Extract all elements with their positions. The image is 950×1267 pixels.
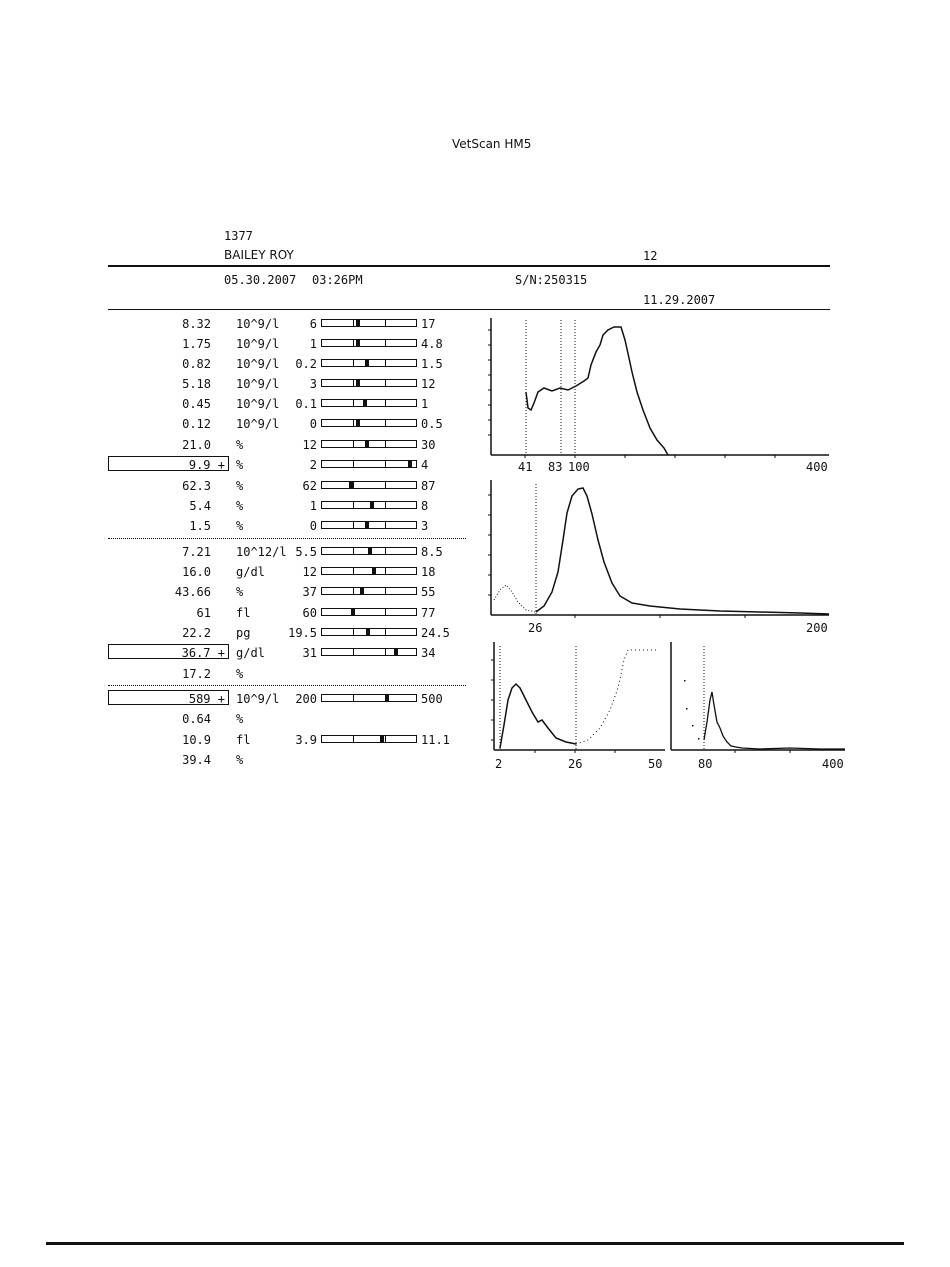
result-unit: % xyxy=(236,499,244,513)
range-high: 8.5 xyxy=(421,545,443,559)
result-unit: % xyxy=(236,667,244,681)
range-high: 0.5 xyxy=(421,417,443,431)
result-value: 16.0 xyxy=(182,565,211,579)
range-low: 37 xyxy=(302,585,317,599)
serial-number: S/N:250315 xyxy=(515,273,588,287)
result-value: 21.0 xyxy=(182,438,211,452)
result-value: 9.9 + xyxy=(188,458,225,472)
result-value: 5.4 xyxy=(189,499,211,513)
patient-name: BAILEY ROY xyxy=(224,248,294,262)
result-unit: % xyxy=(236,479,244,493)
result-unit: 10^9/l xyxy=(236,417,280,431)
range-high: 500 xyxy=(421,692,443,706)
result-unit: g/dl xyxy=(236,646,265,660)
wbc-curve xyxy=(526,327,668,455)
plt2-tick-80: 80 xyxy=(698,757,713,771)
calibration-date: 11.29.2007 xyxy=(643,293,716,307)
range-low: 0.2 xyxy=(295,357,317,371)
result-value: 7.21 xyxy=(182,545,211,559)
device-title: VetScan HM5 xyxy=(452,137,532,151)
result-value: 43.66 xyxy=(174,585,211,599)
result-unit: 10^9/l xyxy=(236,377,280,391)
range-low: 0 xyxy=(309,519,317,533)
result-value: 589 + xyxy=(188,692,225,706)
result-unit: % xyxy=(236,458,244,472)
result-value: 22.2 xyxy=(182,626,211,640)
result-unit: fl xyxy=(236,733,251,747)
range-low: 31 xyxy=(302,646,317,660)
result-value: 1.75 xyxy=(182,337,211,351)
result-value: 39.4 xyxy=(182,753,211,767)
range-high: 4.8 xyxy=(421,337,443,351)
range-high: 34 xyxy=(421,646,436,660)
range-high: 12 xyxy=(421,377,436,391)
plt-curve-dotted xyxy=(576,650,658,744)
result-unit: fl xyxy=(236,606,251,620)
result-unit: pg xyxy=(236,626,251,640)
range-low: 1 xyxy=(309,499,317,513)
plt2-curve xyxy=(704,692,845,749)
result-unit: 10^9/l xyxy=(236,357,280,371)
range-high: 4 xyxy=(421,458,429,472)
result-unit: % xyxy=(236,712,244,726)
plt-histogram xyxy=(491,642,665,771)
result-value: 0.45 xyxy=(182,397,211,411)
result-value: 0.64 xyxy=(182,712,211,726)
range-low: 3.9 xyxy=(295,733,317,747)
plt2-tick-400: 400 xyxy=(822,757,844,771)
result-unit: 10^9/l xyxy=(236,337,280,351)
wbc-tick-41: 41 xyxy=(518,460,533,474)
wbc-tick-83: 83 xyxy=(548,460,563,474)
result-unit: 10^12/l xyxy=(236,545,287,559)
sample-number: 12 xyxy=(643,249,658,263)
range-low: 1 xyxy=(309,337,317,351)
plt-axis-ticks xyxy=(491,660,615,753)
plt-tick-50: 50 xyxy=(648,757,663,771)
rbc-tick-26: 26 xyxy=(528,621,543,635)
range-high: 11.1 xyxy=(421,733,450,747)
range-high: 17 xyxy=(421,317,436,331)
result-unit: 10^9/l xyxy=(236,692,280,706)
rbc-curve xyxy=(536,488,829,614)
patient-id: 1377 xyxy=(224,229,253,243)
range-high: 55 xyxy=(421,585,436,599)
result-value: 8.32 xyxy=(182,317,211,331)
result-unit: % xyxy=(236,438,244,452)
result-value: 1.5 xyxy=(189,519,211,533)
result-unit: % xyxy=(236,519,244,533)
result-value: 0.12 xyxy=(182,417,211,431)
range-high: 24.5 xyxy=(421,626,450,640)
result-unit: 10^9/l xyxy=(236,317,280,331)
result-value: 36.7 + xyxy=(181,646,225,660)
range-low: 2 xyxy=(309,458,317,472)
range-low: 0.1 xyxy=(295,397,317,411)
result-unit: % xyxy=(236,585,244,599)
result-unit: 10^9/l xyxy=(236,397,280,411)
rbc-curve-dotted xyxy=(494,585,536,612)
plt-tick-26: 26 xyxy=(568,757,583,771)
result-unit: % xyxy=(236,753,244,767)
range-low: 6 xyxy=(309,317,317,331)
range-high: 18 xyxy=(421,565,436,579)
range-high: 8 xyxy=(421,499,429,513)
range-high: 30 xyxy=(421,438,436,452)
report-date: 05.30.2007 xyxy=(224,273,297,287)
range-high: 3 xyxy=(421,519,429,533)
range-high: 1 xyxy=(421,397,429,411)
range-low: 5.5 xyxy=(295,545,317,559)
result-value: 0.82 xyxy=(182,357,211,371)
range-low: 12 xyxy=(302,438,317,452)
rbc-axis-ticks xyxy=(488,495,745,618)
range-low: 62 xyxy=(302,479,317,493)
range-high: 1.5 xyxy=(421,357,443,371)
plt-curve xyxy=(500,684,576,748)
result-value: 5.18 xyxy=(182,377,211,391)
range-low: 0 xyxy=(309,417,317,431)
wbc-histogram xyxy=(488,318,829,474)
plt-tick-2: 2 xyxy=(495,757,503,771)
plt2-dots xyxy=(684,680,700,740)
wbc-tick-400: 400 xyxy=(806,460,828,474)
plt-volume-histogram xyxy=(671,642,845,771)
result-value: 61 xyxy=(196,606,211,620)
result-value: 62.3 xyxy=(182,479,211,493)
result-unit: g/dl xyxy=(236,565,265,579)
wbc-axis-ticks xyxy=(488,330,775,458)
result-value: 10.9 xyxy=(182,733,211,747)
rbc-tick-200: 200 xyxy=(806,621,828,635)
result-value: 17.2 xyxy=(182,667,211,681)
footer-rule xyxy=(46,1242,904,1245)
range-low: 19.5 xyxy=(288,626,317,640)
rbc-histogram xyxy=(488,480,829,635)
range-low: 60 xyxy=(302,606,317,620)
range-low: 3 xyxy=(309,377,317,391)
range-low: 12 xyxy=(302,565,317,579)
report-time: 03:26PM xyxy=(312,273,363,287)
wbc-tick-100: 100 xyxy=(568,460,590,474)
range-low: 200 xyxy=(295,692,317,706)
range-high: 77 xyxy=(421,606,436,620)
range-high: 87 xyxy=(421,479,436,493)
